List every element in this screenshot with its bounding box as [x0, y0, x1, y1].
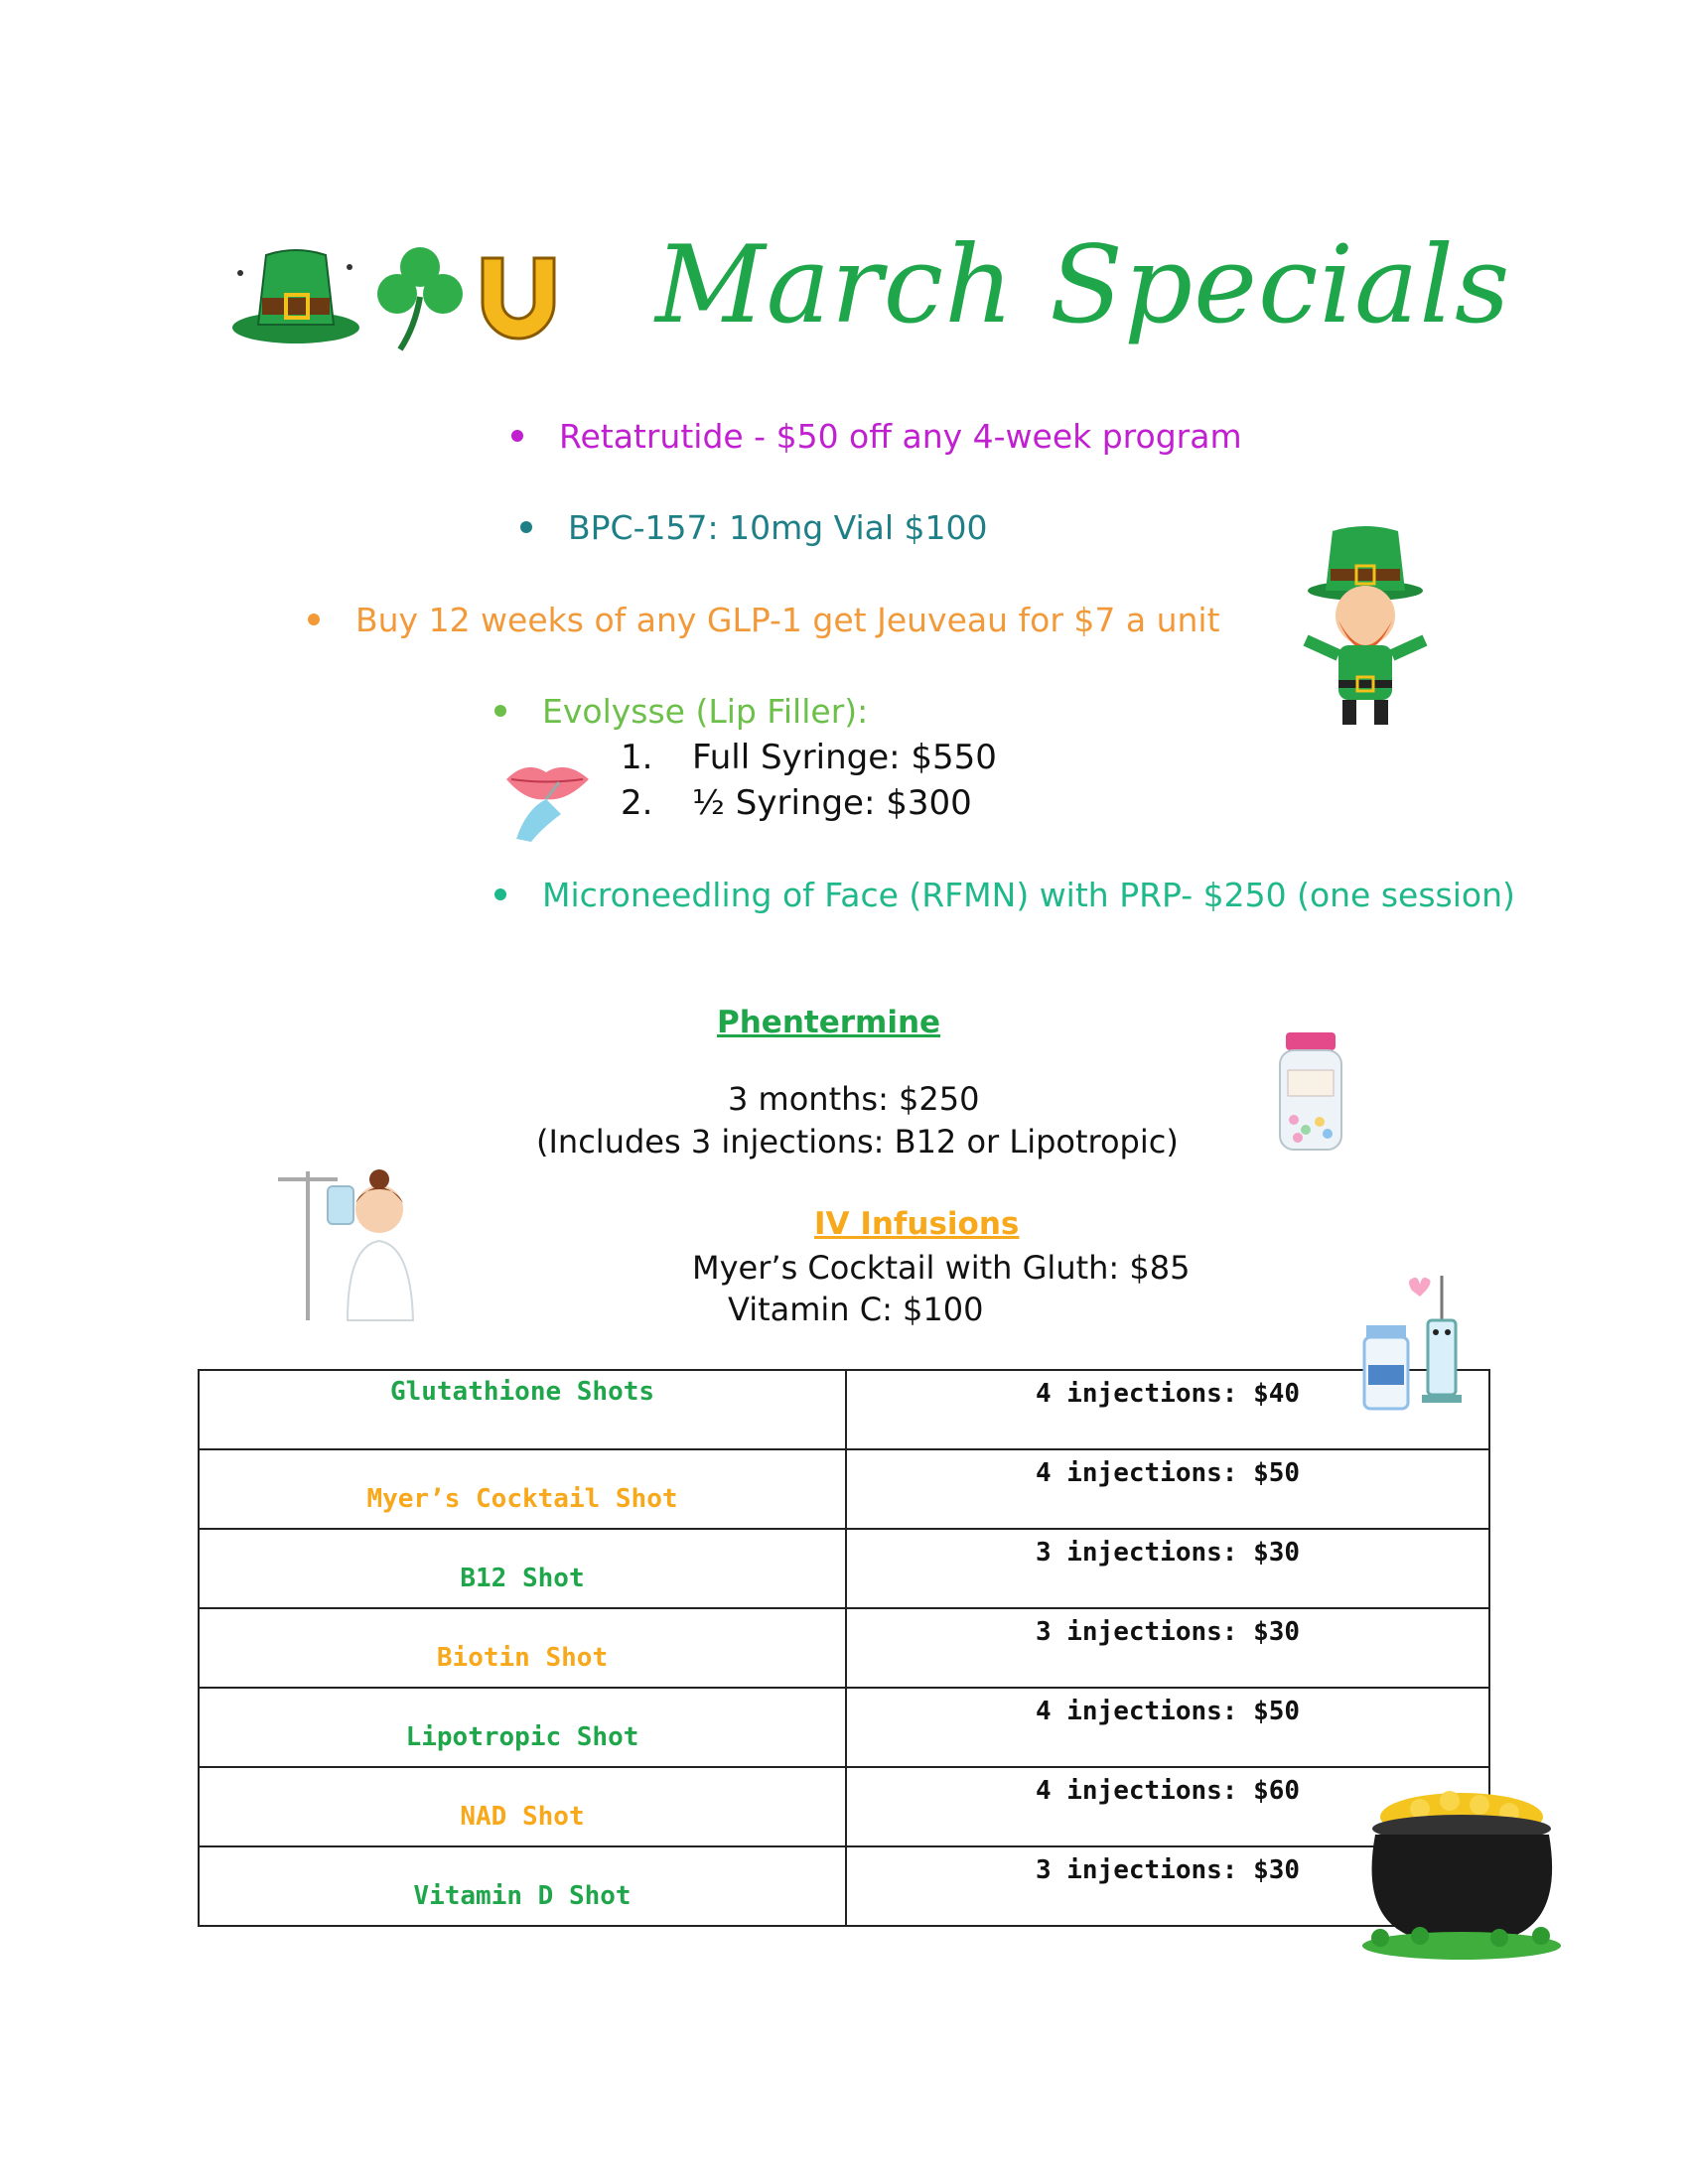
list-number: 2.: [621, 783, 653, 823]
special-microneedling: [494, 876, 1515, 914]
shot-name-cell: [199, 1370, 846, 1449]
page-title: March Specials: [655, 223, 1511, 347]
special-bpc157: [520, 508, 988, 547]
shot-name: NAD Shot: [460, 1802, 585, 1832]
table-row: [199, 1608, 1489, 1688]
special-text: Retatrutide - $50 off any 4-week program: [559, 417, 1242, 456]
shot-name: B12 Shot: [460, 1564, 585, 1593]
pill-bottle-icon: [1276, 1030, 1345, 1155]
shot-name: Glutathione Shots: [389, 1377, 655, 1407]
shot-price: 4 injections: $50: [846, 1688, 1489, 1767]
special-text: Microneedling of Face (RFMN) with PRP- $250 (one session): [542, 876, 1515, 914]
shot-name-cell: [199, 1529, 846, 1608]
bullet-dot: [520, 521, 532, 533]
lip-filler-option-1: [621, 738, 997, 777]
shot-name: Biotin Shot: [436, 1643, 609, 1673]
shot-price: 4 injections: $50: [846, 1449, 1489, 1529]
leprechaun-hat-icon: [228, 243, 362, 347]
shot-price: 4 injections: $40: [846, 1370, 1489, 1449]
special-glp1: [308, 601, 1220, 639]
shots-table: [198, 1369, 1490, 1927]
shot-name-cell: [199, 1449, 846, 1529]
shot-name: Vitamin D Shot: [413, 1881, 632, 1911]
bullet-dot: [511, 430, 523, 442]
lips-syringe-icon: [501, 754, 596, 844]
list-text: Full Syringe: $550: [692, 738, 997, 777]
phentermine-heading: Phentermine: [717, 1005, 941, 1040]
table-row: [199, 1767, 1489, 1846]
shot-name: Lipotropic Shot: [405, 1722, 639, 1752]
shot-name-cell: [199, 1846, 846, 1926]
bullet-dot: [494, 705, 506, 717]
pot-of-gold-icon: [1350, 1787, 1574, 1966]
shot-price: 4 injections: $60: [846, 1767, 1489, 1846]
special-text: Evolysse (Lip Filler):: [542, 692, 869, 731]
list-text: ½ Syringe: $300: [692, 783, 972, 823]
shot-name-cell: [199, 1688, 846, 1767]
bullet-dot: [494, 888, 506, 900]
shot-name-cell: [199, 1608, 846, 1688]
special-text: BPC-157: 10mg Vial $100: [568, 508, 988, 547]
shot-price: 3 injections: $30: [846, 1846, 1489, 1926]
special-retatrutide: [511, 417, 1242, 456]
special-text: Buy 12 weeks of any GLP-1 get Jeuveau for $7 a unit: [355, 601, 1220, 639]
phentermine-note: (Includes 3 injections: B12 or Lipotropic): [536, 1123, 1179, 1160]
phentermine-price: 3 months: $250: [728, 1080, 980, 1118]
shot-name-cell: [199, 1767, 846, 1846]
table-row: [199, 1846, 1489, 1926]
iv-item-vitamin-c: Vitamin C: $100: [728, 1291, 984, 1328]
iv-item-myers: Myer’s Cocktail with Gluth: $85: [692, 1249, 1191, 1287]
table-row: [199, 1449, 1489, 1529]
iv-infusions-heading: IV Infusions: [814, 1206, 1020, 1242]
shot-name: Myer’s Cocktail Shot: [366, 1484, 678, 1514]
leprechaun-icon: [1291, 521, 1440, 735]
nurse-iv-icon: [268, 1161, 432, 1325]
table-row: [199, 1688, 1489, 1767]
vial-syringe-icon: [1360, 1271, 1470, 1415]
bullet-dot: [308, 614, 320, 625]
list-number: 1.: [621, 738, 653, 777]
lip-filler-option-2: [621, 783, 972, 823]
table-row: [199, 1370, 1489, 1449]
horseshoe-icon: [469, 248, 568, 347]
table-row: [199, 1529, 1489, 1608]
shot-price: 3 injections: $30: [846, 1529, 1489, 1608]
shamrock-icon: [375, 242, 465, 353]
shot-price: 3 injections: $30: [846, 1608, 1489, 1688]
special-evolysse: [494, 692, 868, 731]
